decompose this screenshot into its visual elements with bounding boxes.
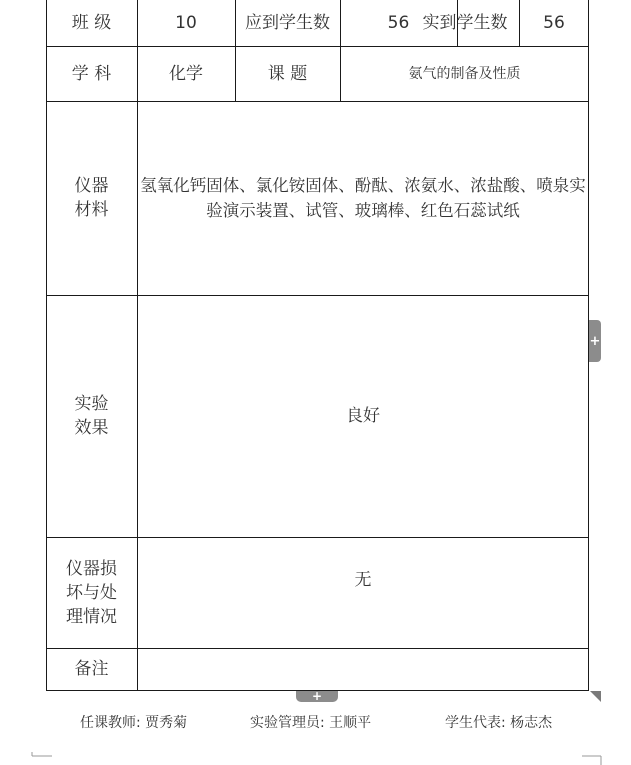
- damage-label-line1: 仪器损: [66, 558, 117, 579]
- materials-label-line1: 仪器: [74, 176, 109, 196]
- page-corner-mark-icon: [580, 752, 604, 765]
- damage-label-line2: 坏与处: [66, 582, 117, 603]
- effect-label-line2: 效果: [74, 418, 109, 438]
- materials-label: [46, 101, 137, 295]
- subject-value[interactable]: 化学: [169, 63, 203, 84]
- topic-label: 课 题: [267, 63, 308, 84]
- effect-value[interactable]: 良好: [346, 406, 380, 426]
- table-resize-handle-icon[interactable]: [590, 691, 601, 702]
- remarks-label: 备注: [74, 659, 109, 679]
- effect-label-line1: 实验: [74, 394, 109, 414]
- topic-value[interactable]: 氨气的制备及性质: [408, 65, 521, 82]
- actual-students-label: 实到学生数: [422, 13, 508, 33]
- teacher-signature: 任课教师: 贾秀菊: [80, 715, 188, 731]
- materials-label-line2: 材料: [74, 200, 109, 220]
- plus-icon: +: [311, 689, 323, 703]
- actual-students-value[interactable]: 56: [543, 13, 565, 33]
- damage-value[interactable]: 无: [354, 569, 372, 590]
- remarks-value[interactable]: [137, 648, 589, 690]
- materials-value[interactable]: 氢氧化钙固体、氯化铵固体、酚酞、浓氨水、浓盐酸、喷泉实验演示装置、试管、玻璃棒、红色石蕊试纸: [140, 176, 586, 220]
- damage-label-line3: 理情况: [66, 606, 117, 627]
- subject-label: 学 科: [71, 63, 112, 84]
- effect-label: [46, 295, 137, 537]
- class-value[interactable]: 10: [175, 13, 197, 33]
- plus-icon: +: [589, 333, 601, 349]
- lab-manager-signature: 实验管理员: 王顺平: [250, 715, 372, 731]
- damage-label: [46, 537, 137, 648]
- add-column-button[interactable]: [589, 320, 601, 362]
- expected-students-label: 应到学生数: [245, 13, 330, 33]
- class-label: 班 级: [71, 13, 112, 33]
- page-corner-mark-icon: [30, 752, 54, 765]
- student-representative-signature: 学生代表: 杨志杰: [445, 715, 553, 731]
- expected-students-value[interactable]: 56: [387, 13, 410, 33]
- lab-record-table: [46, 0, 589, 691]
- add-row-button[interactable]: [296, 691, 338, 702]
